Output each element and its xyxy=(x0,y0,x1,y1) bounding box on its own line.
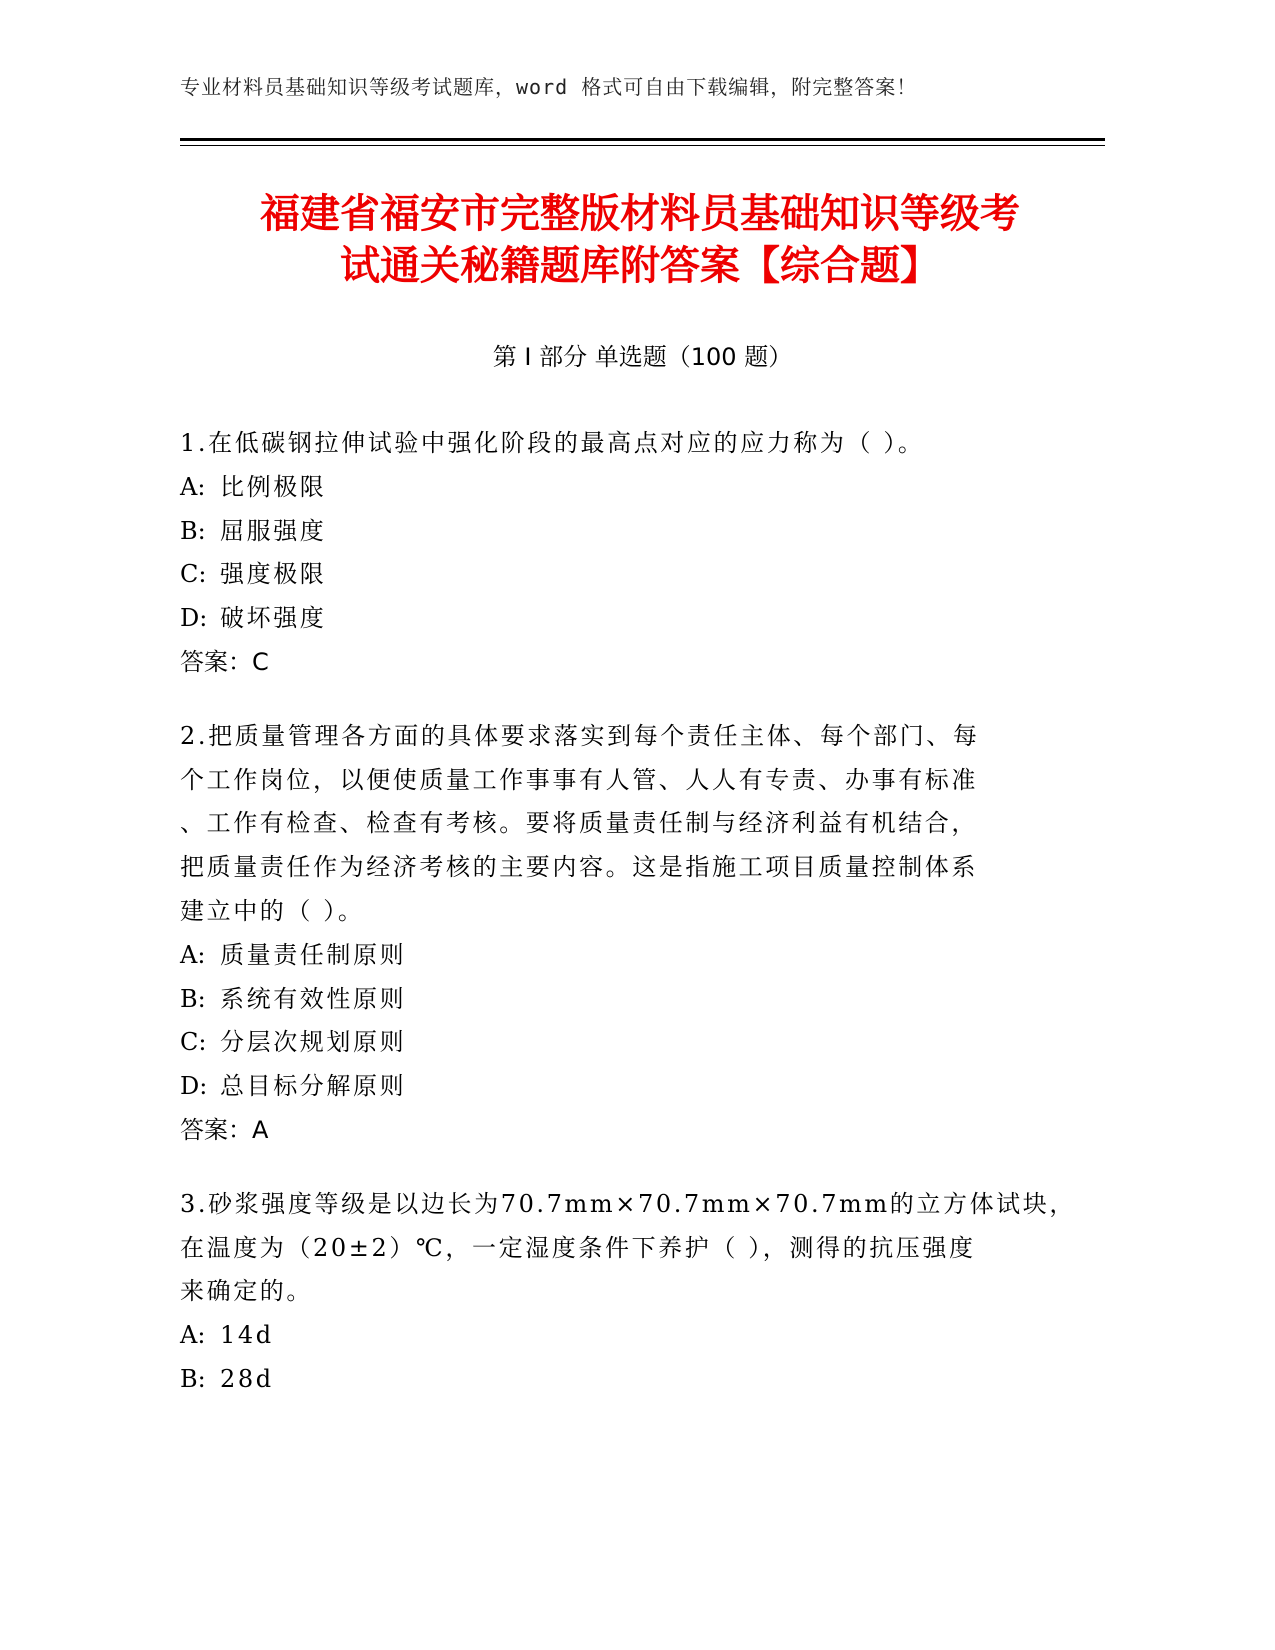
option-key: B: xyxy=(180,1364,206,1393)
header-rule-thin xyxy=(180,145,1105,146)
option-key: C: xyxy=(180,560,207,589)
question-option-b xyxy=(180,1358,1020,1402)
document-title xyxy=(160,188,1120,292)
document-title-line-1: 福建省福安市完整版材料员基础知识等级考 xyxy=(260,191,1020,237)
option-text: 破坏强度 xyxy=(220,604,327,633)
question-option-c xyxy=(180,1021,1020,1065)
option-text: 14d xyxy=(220,1321,274,1350)
question-option-b xyxy=(180,978,1020,1022)
question-stem-line: 在温度为（20±2）℃，一定湿度条件下养护（ ），测得的抗压强度 xyxy=(180,1233,976,1262)
question-stem-line: 、工作有检查、检查有考核。要将质量责任制与经济利益有机结合， xyxy=(180,809,978,838)
option-key: A: xyxy=(180,472,206,501)
option-text: 质量责任制原则 xyxy=(220,940,407,969)
question-3 xyxy=(180,1183,1076,1402)
question-stem-line: 1.在低碳钢拉伸试验中强化阶段的最高点对应的应力称为（ ）。 xyxy=(180,429,925,457)
option-text: 总目标分解原则 xyxy=(220,1072,407,1101)
question-option-d xyxy=(180,1065,1020,1109)
document-title-line-2: 试通关秘籍题库附答案【综合题】 xyxy=(340,243,940,289)
question-stem-line: 3.砂浆强度等级是以边长为70.7mm×70.7mm×70.7mm的立方体试块， xyxy=(180,1189,1076,1218)
question-2 xyxy=(180,715,1020,1153)
option-text: 强度极限 xyxy=(220,560,327,589)
question-1 xyxy=(180,422,1020,685)
section-title: 第 I 部分 单选题（100 题） xyxy=(492,343,793,371)
question-option-a xyxy=(180,934,1020,978)
option-text: 28d xyxy=(220,1364,274,1393)
option-key: B: xyxy=(180,984,206,1013)
question-option-b xyxy=(180,510,1020,554)
question-option-a xyxy=(180,1314,1020,1358)
question-stem-line: 2.把质量管理各方面的具体要求落实到每个责任主体、每个部门、每 xyxy=(180,721,980,750)
option-key: D: xyxy=(180,1072,208,1101)
question-stem-line: 建立中的（ ）。 xyxy=(180,896,365,925)
option-key: D: xyxy=(180,604,208,633)
question-list xyxy=(180,422,1076,1432)
option-text: 屈服强度 xyxy=(220,516,327,545)
question-stem-line: 个工作岗位，以便使质量工作事事有人管、人人有专责、办事有标准 xyxy=(180,765,978,794)
question-stem-line: 来确定的。 xyxy=(180,1277,313,1306)
question-answer: 答案：A xyxy=(180,1115,269,1144)
question-option-a xyxy=(180,466,1020,510)
question-option-d xyxy=(180,597,1020,641)
question-answer: 答案：C xyxy=(180,647,269,676)
question-option-c xyxy=(180,553,1020,597)
option-text: 分层次规划原则 xyxy=(220,1028,407,1057)
option-text: 比例极限 xyxy=(220,472,327,501)
option-key: A: xyxy=(180,1321,206,1350)
option-key: B: xyxy=(180,516,206,545)
header-rule-thick xyxy=(180,138,1105,141)
question-stem-line: 把质量责任作为经济考核的主要内容。这是指施工项目质量控制体系 xyxy=(180,853,978,882)
option-text: 系统有效性原则 xyxy=(220,984,407,1013)
option-key: C: xyxy=(180,1028,207,1057)
header-note: 专业材料员基础知识等级考试题库，word 格式可自由下载编辑，附完整答案！ xyxy=(180,75,918,99)
option-key: A: xyxy=(180,940,206,969)
